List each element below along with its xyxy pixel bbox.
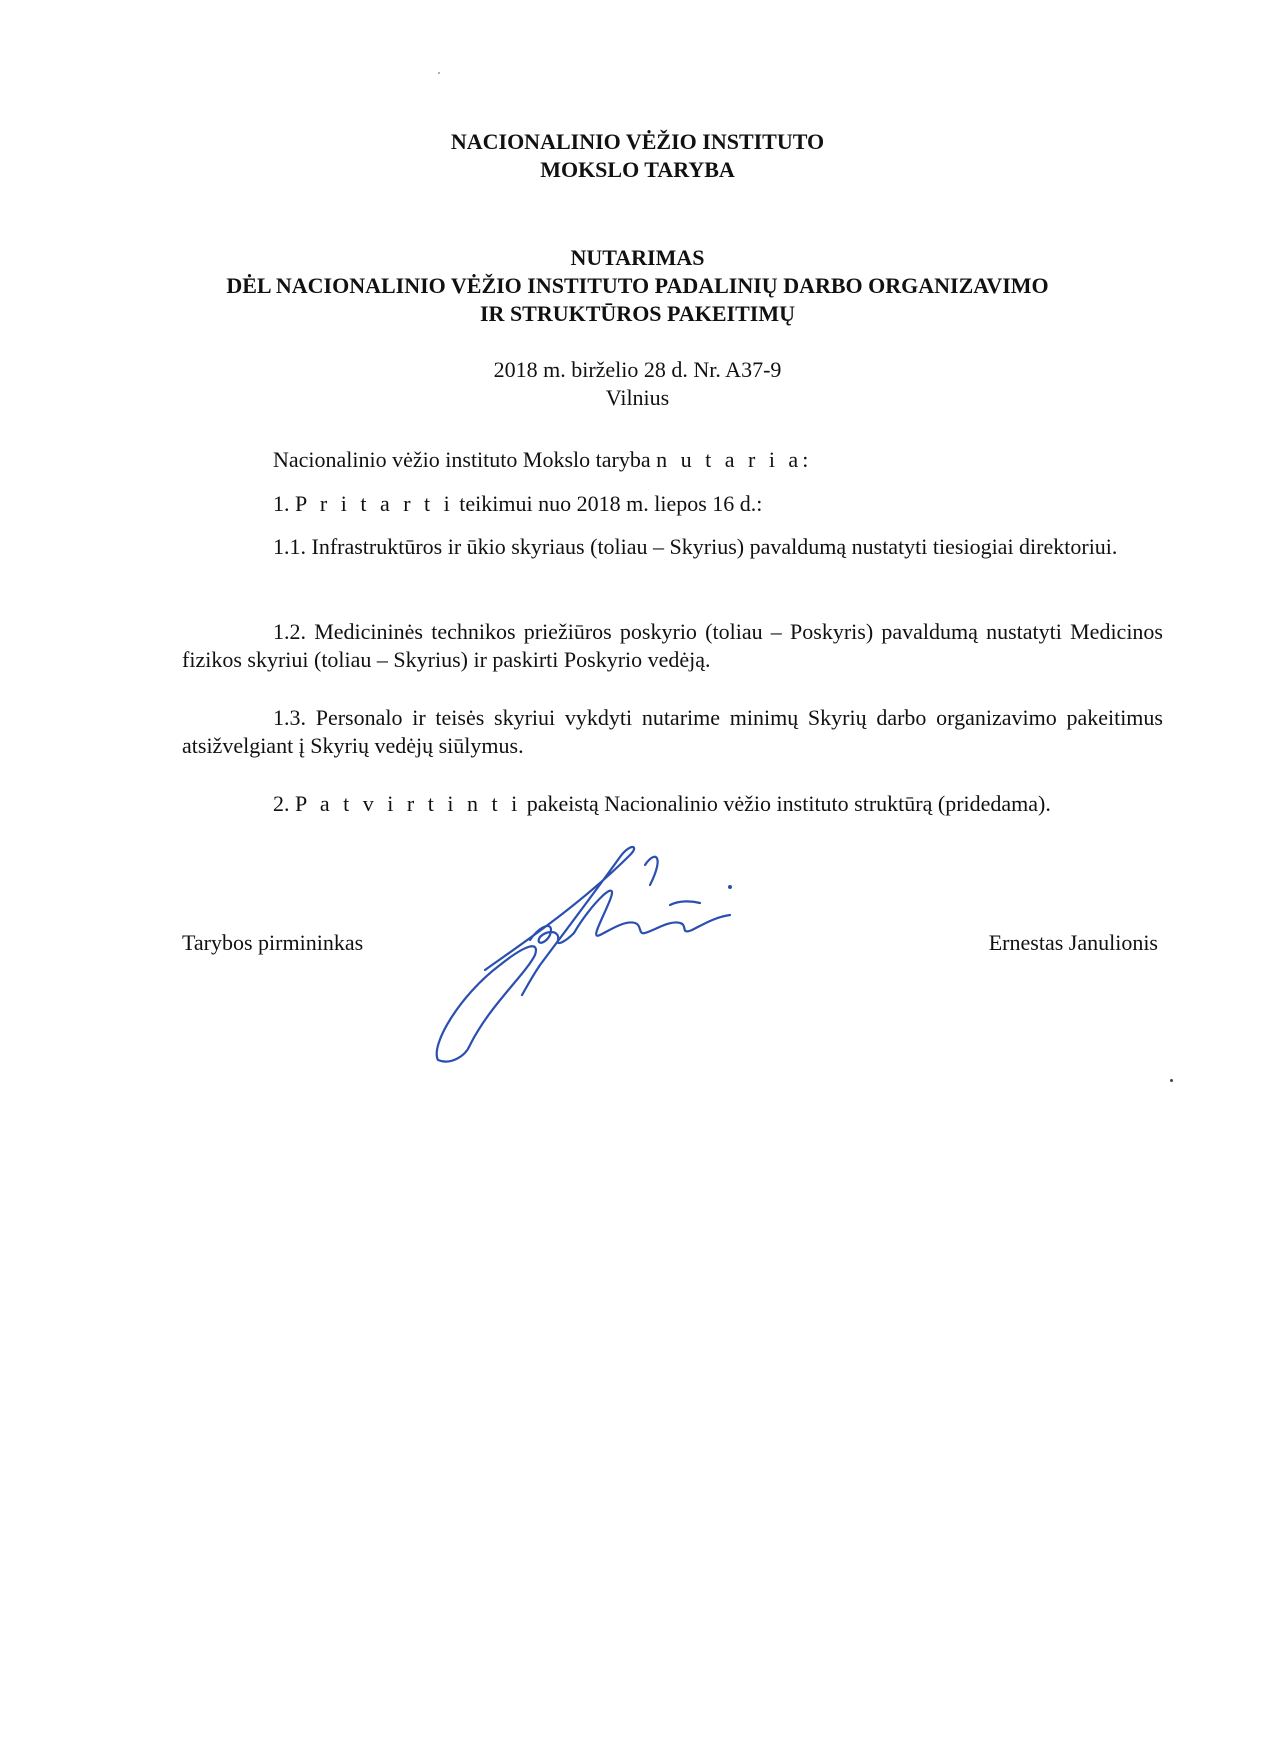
signatory-name: Ernestas Janulionis (988, 930, 1158, 955)
place: Vilnius (605, 385, 670, 410)
resolution-title (0, 244, 1275, 328)
scan-speck (438, 72, 440, 74)
subject-line-2: IR STRUKTŪROS PAKEITIMŲ (480, 301, 795, 326)
doc-type: NUTARIMAS (570, 245, 705, 270)
item-1-3: 1.3. Personalo ir teisės skyriui vykdyti nutarime minimų Skyrių darbo organizavimo pakeitimus atsižvelgiant į Skyrių vedėjų siūlymus. (182, 705, 1163, 758)
intro-spaced: n u t a r i a: (656, 447, 813, 472)
item-1-text: teikimui nuo 2018 m. liepos 16 d.: (459, 491, 763, 516)
item-1-number: 1. (273, 491, 290, 516)
intro-text: Nacionalinio vėžio instituto Mokslo taryba (273, 447, 651, 472)
item-1-2: 1.2. Medicininės technikos priežiūros poskyrio (toliau – Poskyris) pavaldumą nustatyti Medicinos fizikos skyriui (toliau – Skyrius) ir paskirti Poskyrio vedėją. (182, 619, 1163, 672)
date-number: 2018 m. birželio 28 d. Nr. A37-9 (493, 357, 782, 382)
institution-header (0, 128, 1275, 184)
item-2-verb: P a t v i r t i n t i (295, 791, 522, 816)
item-2-text: pakeistą Nacionalinio vėžio instituto struktūrą (pridedama). (526, 791, 1051, 816)
date-block (0, 356, 1275, 412)
signatory-role: Tarybos pirmininkas (182, 930, 364, 955)
item-2-number: 2. (273, 791, 290, 816)
scan-speck (1170, 1079, 1173, 1082)
item-2 (182, 790, 1163, 818)
item-1-1: 1.1. Infrastruktūros ir ūkio skyriaus (toliau – Skyrius) pavaldumą nustatyti tiesiogiai direktoriui. (273, 534, 1118, 559)
item-1 (182, 490, 1163, 518)
handwritten-signature (430, 845, 790, 1075)
subject-line-1: DĖL NACIONALINIO VĖŽIO INSTITUTO PADALINIŲ DARBO ORGANIZAVIMO (226, 273, 1049, 298)
item-1-verb: P r i t a r t i (295, 491, 454, 516)
council-name: MOKSLO TARYBA (540, 157, 735, 182)
intro-paragraph (182, 446, 1163, 474)
institution-name: NACIONALINIO VĖŽIO INSTITUTO (450, 129, 825, 154)
